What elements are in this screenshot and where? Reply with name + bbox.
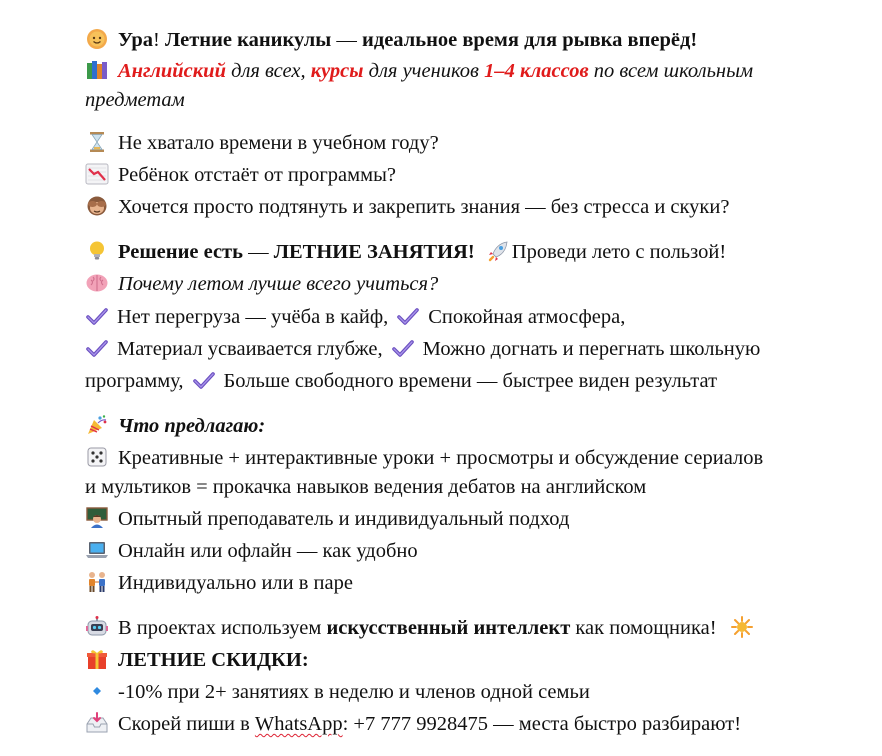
contact-line [85, 710, 845, 739]
offer-pair-text: Индивидуально или в паре [118, 572, 353, 594]
ai-text-c: как помощника! [570, 617, 717, 639]
headline-excl: ! [153, 29, 165, 51]
solution-dash: — [242, 241, 274, 263]
benefit-catch-up: Можно догнать и перегнать школьную [422, 338, 761, 360]
question-behind-text: Ребёнок отстаёт от программы? [118, 164, 396, 186]
courses-line-wrap: предметам [85, 89, 185, 111]
all-subjects-text: по всем школьным [588, 60, 754, 82]
headline-hooray: Ура [118, 29, 154, 51]
discount-detail-text: -10% при 2+ занятиях в неделю и членов одной семьи [118, 681, 590, 703]
offer-format-line [85, 537, 845, 566]
offer-creative-wrap: и мультиков = прокачка навыков ведения дебатов на английском [85, 476, 647, 498]
ai-line [85, 614, 845, 643]
headline-ideal-time: идеальное время для рывка вперёд! [362, 29, 698, 51]
benefits-line-3 [85, 367, 845, 396]
benefit-deeper: Материал усваивается глубже, [117, 338, 383, 360]
benefits-line-2 [85, 335, 845, 364]
offer-teacher-text: Опытный преподаватель и индивидуальный подход [118, 508, 570, 530]
party-popper-icon [85, 414, 109, 436]
offer-heading-line [85, 412, 845, 441]
sparkle-sun-icon [730, 616, 754, 638]
question-stress-line [85, 193, 845, 222]
check-mark-icon [85, 338, 109, 358]
hourglass-icon [85, 131, 109, 153]
headline-summer: Летние каникулы [164, 29, 332, 51]
benefit-free-time: Больше свободного времени — быстрее виден результат [223, 370, 718, 392]
books-icon [85, 59, 109, 81]
spend-summer-text: Проведи лето с пользой! [511, 241, 727, 263]
offer-creative-line [85, 444, 845, 473]
brain-icon [85, 272, 109, 294]
question-time-line [85, 129, 845, 158]
ai-highlight: искусственный интеллект [326, 617, 571, 639]
for-all-text: для всех, [225, 60, 311, 82]
why-summer-text: Почему летом лучше всего учиться? [118, 273, 439, 295]
for-students-text: для учеников [363, 60, 485, 82]
check-mark-icon [192, 370, 216, 390]
contact-text-a: Скорей пиши в [118, 713, 255, 735]
discounts-heading-line [85, 646, 845, 675]
summer-classes-label: ЛЕТНИЕ ЗАНЯТИЯ! [273, 241, 475, 263]
offer-teacher-line [85, 505, 845, 534]
rocket-icon [486, 240, 510, 262]
robot-icon [85, 616, 109, 638]
people-holding-hands-icon [85, 571, 109, 593]
discount-detail-line [85, 678, 845, 707]
check-mark-icon [391, 338, 415, 358]
laptop-icon [85, 539, 109, 561]
grades-highlight: 1–4 классов [484, 60, 589, 82]
headline-line [85, 26, 845, 55]
discounts-heading: ЛЕТНИЕ СКИДКИ: [118, 649, 309, 671]
question-time-text: Не хватало времени в учебном году? [118, 132, 439, 154]
benefit-calm-atmosphere: Спокойная атмосфера, [428, 306, 626, 328]
game-die-icon [85, 446, 109, 468]
solution-line [85, 238, 845, 267]
why-summer-line [85, 270, 845, 299]
gift-icon [85, 648, 109, 670]
whatsapp-link[interactable]: WhatsApp [254, 713, 343, 735]
chart-decreasing-icon [85, 163, 109, 185]
offer-pair-line [85, 569, 845, 598]
courses-highlight: курсы [310, 60, 364, 82]
benefit-no-overload: Нет перегруза — учёба в кайф, [117, 306, 389, 328]
solution-label: Решение есть [118, 241, 243, 263]
english-highlight: Английский [118, 60, 226, 82]
offer-heading: Что предлагаю: [118, 415, 266, 437]
benefits-line-1 [85, 303, 845, 332]
check-mark-icon [396, 306, 420, 326]
benefit-program: программу, [85, 370, 184, 392]
blue-diamond-icon [85, 680, 109, 702]
offer-format-text: Онлайн или офлайн — как удобно [118, 540, 418, 562]
ai-text-a: В проектах используем [118, 617, 327, 639]
see-no-evil-monkey-icon [85, 195, 109, 217]
headline-dash: — [331, 29, 363, 51]
light-bulb-icon [85, 240, 109, 262]
question-behind-line [85, 161, 845, 190]
contact-phone-text: : +7 777 9928475 — места быстро разбирают! [342, 713, 742, 735]
offer-creative-text: Креативные + интерактивные уроки + просмотры и обсуждение сериалов [118, 447, 764, 469]
inbox-tray-icon [85, 712, 109, 734]
teacher-icon [85, 507, 109, 529]
smiling-sun-icon [85, 28, 109, 50]
check-mark-icon [85, 306, 109, 326]
courses-line [85, 57, 845, 86]
question-stress-text: Хочется просто подтянуть и закрепить знания — без стресса и скуки? [118, 196, 730, 218]
